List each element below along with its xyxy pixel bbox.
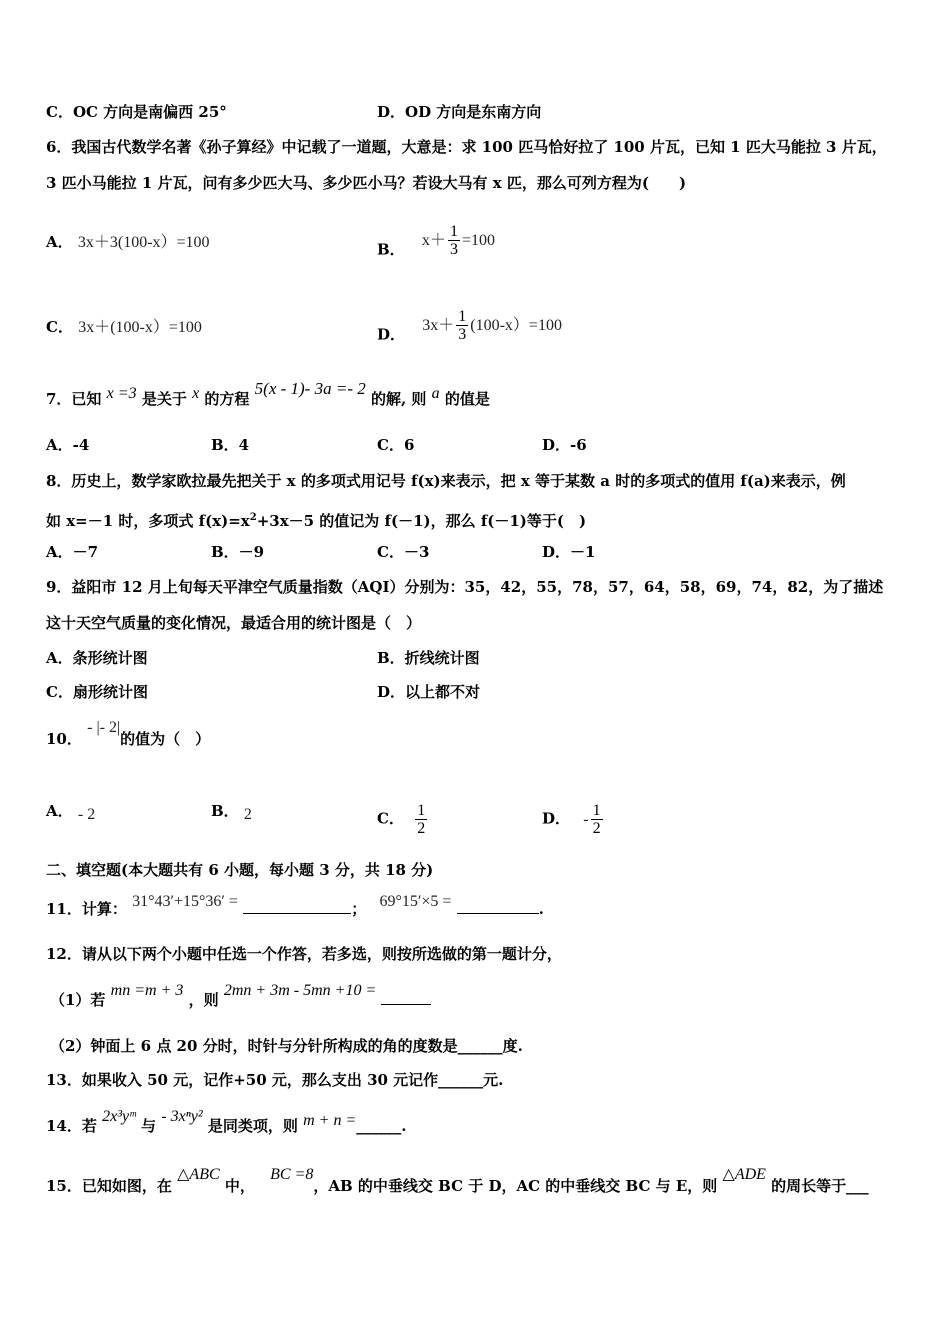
q6-b-den: 3 — [449, 241, 458, 258]
q6-d-label: D． — [377, 325, 406, 344]
q6-b-num: 1 — [449, 223, 458, 240]
q5-option-d: D．OD 方向是东南方向 — [377, 103, 542, 121]
q15-prefix: 15．已知如图，在 — [46, 1177, 172, 1195]
q14-term1: 2x³yᵐ — [102, 1108, 136, 1125]
q10-d-fraction — [591, 802, 603, 837]
q10-prefix: 10． — [46, 730, 82, 748]
q11-separator: ； — [351, 900, 367, 918]
q7-equation: 5(x - 1)- 3a =- 2 — [254, 379, 366, 398]
q14-mid2: 是同类项，则 — [207, 1117, 298, 1135]
q8-superscript: 2 — [249, 512, 257, 523]
q15-condition: BC =8 — [270, 1166, 314, 1183]
q11-answer-blank-2[interactable] — [457, 899, 539, 914]
q12-stem-line1: 12．请从以下两个小题中任选一个作答，若多选，则按所选做的第一题计分， — [46, 945, 562, 963]
q7-mid2: 的方程 — [204, 390, 250, 408]
q10-option-d — [542, 802, 605, 837]
q6-d-den: 3 — [458, 326, 467, 343]
section2-title: 二、填空题(本大题共有 6 小题，每小题 3 分，共 18 分) — [46, 861, 434, 879]
q10-expression: - |- 2| — [87, 719, 121, 736]
q10-d-num: 1 — [592, 802, 601, 819]
q10-suffix: 的值为（ ） — [120, 730, 211, 748]
q12-p1-mid: ，则 — [188, 991, 219, 1009]
q10-d-sign: - — [583, 810, 589, 828]
q7-prefix: 7．已知 — [46, 390, 102, 408]
q9-option-c: C．扇形统计图 — [46, 683, 148, 701]
q9-stem-line1: 9．益阳市 12 月上旬每天平津空气质量指数（AQI）分别为：35，42，55，78，57，64，58，69，74，82，为了描述 — [46, 578, 884, 596]
q6-d-post: (100-x）=100 — [470, 316, 562, 334]
q8-option-b: B．－9 — [211, 543, 265, 561]
q7-condition: x =3 — [106, 385, 137, 402]
q11-end: . — [538, 900, 544, 918]
q10-a-value: - 2 — [77, 806, 96, 823]
q15-triangle-abc: △ABC — [177, 1166, 220, 1183]
q9-option-b: B．折线统计图 — [377, 649, 480, 667]
q6-stem-line1: 6．我国古代数学名著《孙子算经》中记载了一道题，大意是：求 100 匹马恰好拉了 100 片瓦，已知 1 匹大马能拉 3 片瓦， — [46, 138, 887, 156]
q10-option-a — [46, 802, 95, 821]
q8-stem-line1: 8．历史上，数学家欧拉最先把关于 x 的多项式用记号 f(x)来表示，把 x 等于某数 a 时的多项式的值用 f(a)来表示，例 — [46, 472, 846, 490]
q6-b-pre: x＋ — [421, 231, 446, 249]
q7-var-x: x — [192, 385, 200, 402]
q12-part1 — [50, 982, 431, 1010]
q10-stem — [46, 719, 211, 749]
q6-b-fraction — [448, 223, 460, 258]
q10-c-den: 2 — [417, 820, 426, 837]
q13-stem: 13．如果收入 50 元，记作+50 元，那么支出 30 元记作______元. — [46, 1071, 504, 1089]
q11-answer-blank-1[interactable] — [243, 899, 351, 914]
q6-d-num: 1 — [458, 308, 467, 325]
q7-stem — [46, 379, 490, 409]
q5-option-c: C．OC 方向是南偏西 25° — [46, 103, 227, 121]
q7-option-b: B．4 — [211, 436, 250, 454]
q10-option-c — [377, 802, 429, 837]
q12-p1-prefix: （1）若 — [50, 991, 106, 1009]
q10-b-label: B． — [211, 802, 239, 820]
q10-a-label: A． — [46, 802, 73, 820]
q14-term2: - 3xⁿy² — [161, 1108, 203, 1125]
q7-option-c: C．6 — [377, 436, 415, 454]
q14-answer-blank[interactable]: ______. — [356, 1117, 407, 1135]
q14-mid: 与 — [141, 1117, 157, 1135]
q6-stem-line2: 3 匹小马能拉 1 片瓦，问有多少匹大马、多少匹小马？若设大马有 x 匹，那么可列方程为( ) — [46, 174, 687, 192]
q9-option-a: A．条形统计图 — [46, 649, 148, 667]
q9-option-d: D．以上都不对 — [377, 683, 481, 701]
q12-p1-expression: 2mn + 3m - 5mn +10 = — [223, 982, 377, 999]
q8-line2-a: 如 x=－1 时，多项式 f(x)=x — [46, 512, 250, 530]
q10-d-label: D． — [542, 809, 571, 828]
q8-line2-b: +3x－5 的值记为 f(－1)，那么 f(－1)等于( ) — [256, 512, 587, 530]
q10-c-num: 1 — [417, 802, 426, 819]
q7-var-a: a — [431, 385, 440, 402]
q8-stem-line2 — [46, 509, 586, 530]
q6-option-b — [377, 223, 495, 268]
q7-option-d: D．-6 — [542, 436, 587, 454]
q6-a-expr: 3x＋3(100-x）=100 — [77, 234, 210, 251]
q15-mid2: ，AB 的中垂线交 BC 于 D，AC 的中垂线交 BC 与 E，则 — [313, 1177, 718, 1195]
q15-stem — [46, 1166, 869, 1196]
q12-answer-blank[interactable] — [381, 990, 431, 1005]
q10-option-b — [211, 802, 252, 821]
q12-p1-condition: mn =m + 3 — [110, 982, 184, 999]
q6-c-label: C． — [46, 318, 73, 336]
q6-d-fraction — [456, 308, 468, 343]
q11-expr1: 31°43′+15°36′ = — [132, 893, 238, 910]
q14-stem — [46, 1108, 407, 1136]
q7-mid3: 的解, 则 — [370, 390, 427, 408]
q6-option-c — [46, 318, 202, 337]
q6-option-d — [377, 308, 562, 353]
q6-b-label: B． — [377, 240, 405, 259]
q15-suffix: 的周长等于___ — [771, 1177, 869, 1195]
q7-mid: 是关于 — [141, 390, 187, 408]
q8-option-c: C．－3 — [377, 543, 430, 561]
q10-c-label: C． — [377, 809, 404, 828]
q10-c-fraction — [415, 802, 427, 837]
q6-b-post: =100 — [461, 231, 495, 249]
q11-stem — [46, 893, 544, 919]
q14-prefix: 14．若 — [46, 1117, 97, 1135]
q14-expression: m + n = — [303, 1112, 357, 1129]
q8-option-d: D．－1 — [542, 543, 596, 561]
q11-expr2: 69°15′×5 = — [379, 893, 452, 910]
q6-option-a — [46, 233, 210, 252]
q10-b-value: 2 — [243, 806, 252, 823]
q15-triangle-ade: △ADE — [722, 1166, 766, 1183]
q7-option-a: A．-4 — [46, 436, 90, 454]
q9-stem-line2: 这十天空气质量的变化情况，最适合用的统计图是（ ） — [46, 614, 422, 632]
q7-suffix: 的值是 — [444, 390, 490, 408]
q10-d-den: 2 — [592, 820, 601, 837]
q6-d-pre: 3x＋ — [422, 316, 455, 334]
q6-c-expr: 3x＋(100-x）=100 — [78, 319, 202, 336]
q12-part2: （2）钟面上 6 点 20 分时，时针与分针所构成的角的度数是______度. — [50, 1037, 523, 1055]
q6-a-label: A． — [46, 233, 73, 251]
q15-mid: 中， — [224, 1177, 255, 1195]
q11-prefix: 11．计算： — [46, 900, 127, 918]
q8-option-a: A．－7 — [46, 543, 99, 561]
